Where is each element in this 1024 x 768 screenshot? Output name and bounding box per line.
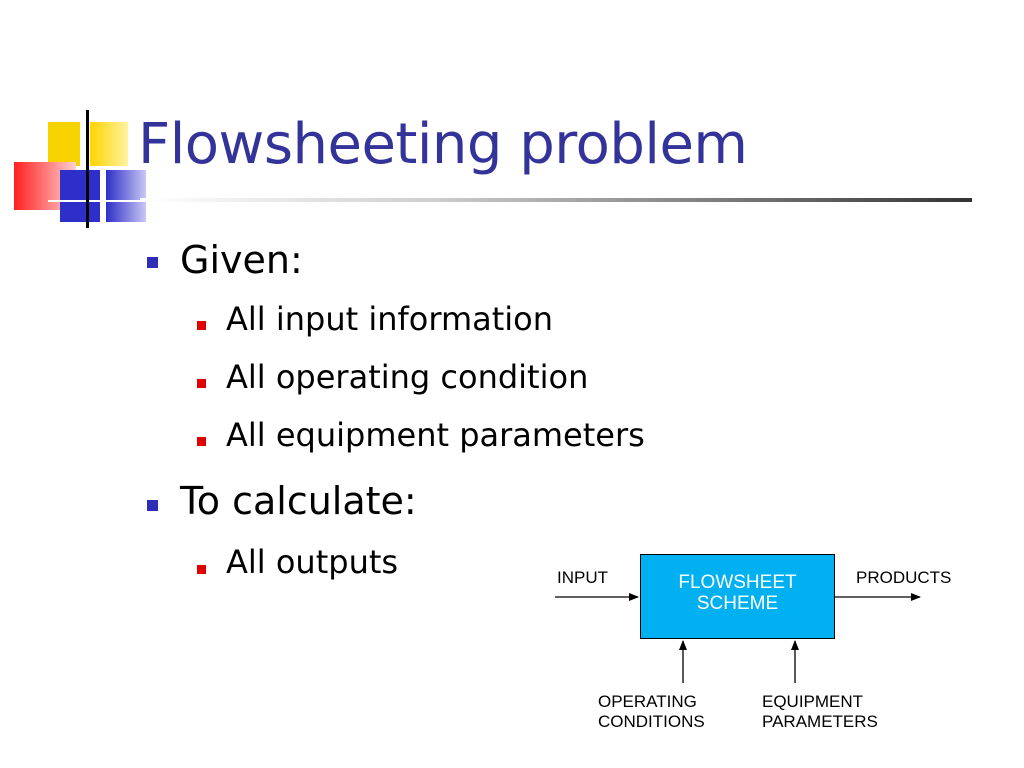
- sub-bullet-item: All outputs: [226, 543, 399, 581]
- equipment-parameters-label: [762, 692, 878, 732]
- sub-bullet-item: All operating condition: [226, 358, 589, 396]
- label-line: OPERATING: [598, 692, 697, 711]
- slide-title: Flowsheeting problem: [138, 112, 748, 177]
- box-label-line: SCHEME: [696, 593, 779, 614]
- bullet-item: Given:: [180, 238, 303, 282]
- operating-conditions-label: [598, 692, 705, 732]
- flowsheet-scheme-label: [640, 572, 835, 614]
- label-line: EQUIPMENT: [762, 692, 864, 711]
- bullet-item: To calculate:: [180, 479, 417, 523]
- products-label: PRODUCTS: [856, 568, 952, 587]
- input-label: INPUT: [557, 568, 608, 587]
- sub-bullet-item: All input information: [226, 300, 554, 338]
- sub-bullet-item: All equipment parameters: [226, 416, 645, 454]
- label-line: PARAMETERS: [762, 712, 878, 731]
- box-label-line: FLOWSHEET: [678, 572, 797, 593]
- label-line: CONDITIONS: [598, 712, 705, 731]
